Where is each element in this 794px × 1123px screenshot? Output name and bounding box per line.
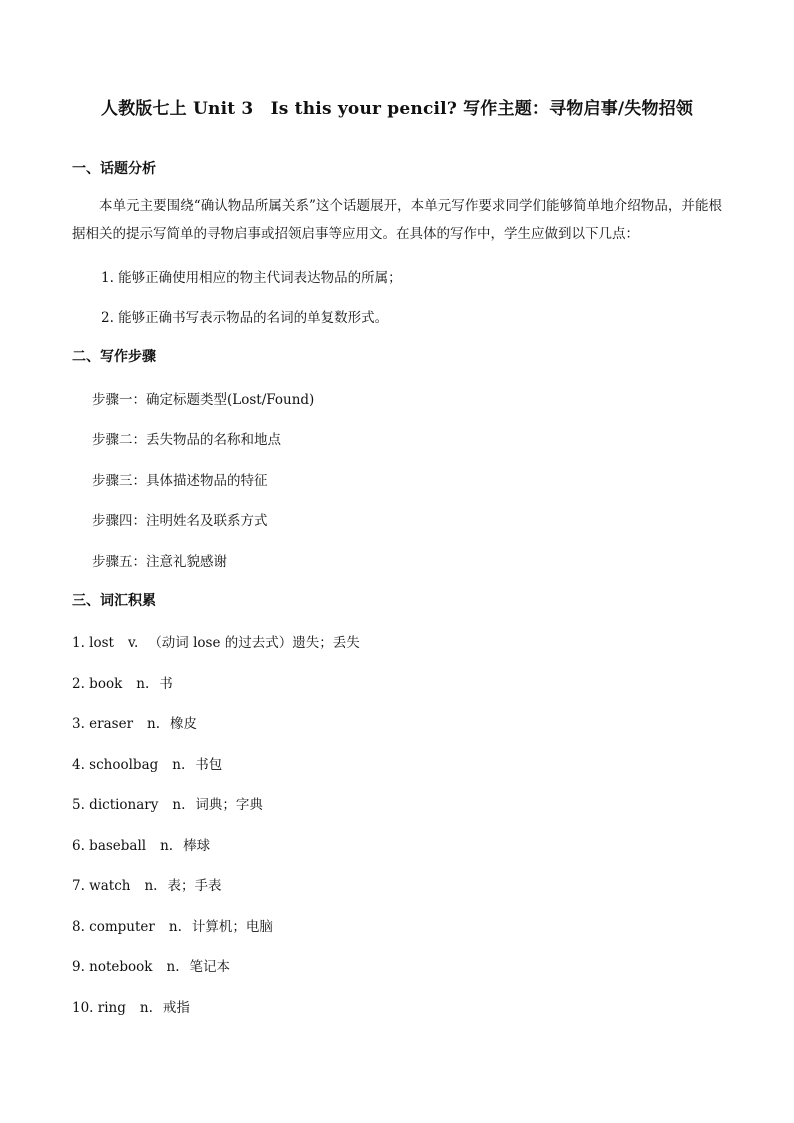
vocab-pos: n. (168, 919, 182, 935)
writing-step-4: 步骤四：注明姓名及联系方式 (92, 513, 268, 529)
vocab-item (72, 753, 222, 773)
vocab-word: 4. schoolbag (72, 757, 159, 773)
section-heading-writing-steps: 二、写作步骤 (72, 349, 156, 365)
topic-point-1: 1. 能够正确使用相应的物主代词表达物品的所属； (101, 270, 402, 286)
writing-step-5: 步骤五：注意礼貌感谢 (92, 554, 227, 570)
vocab-meaning: 橡皮 (170, 716, 198, 732)
vocab-item (72, 631, 360, 651)
vocab-pos: n. (172, 797, 186, 813)
vocab-item (72, 672, 173, 692)
vocab-meaning: 词典；字典 (195, 797, 263, 813)
vocab-pos: n. (136, 676, 150, 692)
vocab-word: 3. eraser (72, 716, 134, 732)
vocab-pos: n. (172, 757, 186, 773)
vocab-meaning: （动词 lose 的过去式）遗失；丢失 (148, 635, 360, 651)
vocab-meaning: 笔记本 (189, 959, 230, 975)
vocab-word: 1. lost (72, 635, 114, 651)
vocab-word: 10. ring (72, 1000, 126, 1016)
vocab-meaning: 书 (159, 676, 173, 692)
vocab-word: 9. notebook (72, 959, 153, 975)
vocab-item (72, 915, 273, 935)
vocab-pos: v. (127, 635, 139, 651)
section-heading-vocabulary: 三、词汇积累 (72, 593, 156, 609)
vocab-meaning: 戒指 (162, 1000, 190, 1016)
document-title: 人教版七上 Unit 3 Is this your pencil? 写作主题：寻物启事/失物招领 (100, 99, 694, 119)
vocab-item (72, 955, 230, 975)
writing-step-2: 步骤二：丢失物品的名称和地点 (92, 432, 281, 448)
vocab-pos: n. (166, 959, 180, 975)
vocab-pos: n. (147, 716, 161, 732)
vocab-word: 7. watch (72, 878, 131, 894)
vocab-word: 5. dictionary (72, 797, 159, 813)
vocab-meaning: 棒球 (183, 838, 211, 854)
vocab-pos: n. (160, 838, 174, 854)
vocab-item (72, 996, 190, 1016)
vocab-pos: n. (139, 1000, 153, 1016)
topic-analysis-paragraph: 本单元主要围绕“确认物品所属关系”这个话题展开，本单元写作要求同学们能够简单地介绍物品，并能根据相关的提示写简单的寻物启事或招领启事等应用文。在具体的写作中，学生应做到以下几点： (72, 198, 722, 242)
section-heading-topic-analysis: 一、话题分析 (72, 161, 156, 177)
vocab-word: 8. computer (72, 919, 155, 935)
vocab-meaning: 书包 (195, 757, 223, 773)
vocab-meaning: 计算机；电脑 (191, 919, 273, 935)
vocab-item (72, 712, 197, 732)
vocab-item (72, 834, 210, 854)
vocab-word: 2. book (72, 676, 123, 692)
writing-step-1: 步骤一：确定标题类型(Lost/Found) (92, 392, 315, 408)
vocab-pos: n. (144, 878, 158, 894)
topic-point-2: 2. 能够正确书写表示物品的名词的单复数形式。 (101, 310, 389, 326)
vocab-word: 6. baseball (72, 838, 147, 854)
vocab-item (72, 793, 263, 813)
vocab-meaning: 表；手表 (167, 878, 222, 894)
vocab-item (72, 874, 221, 894)
writing-step-3: 步骤三：具体描述物品的特征 (92, 473, 268, 489)
